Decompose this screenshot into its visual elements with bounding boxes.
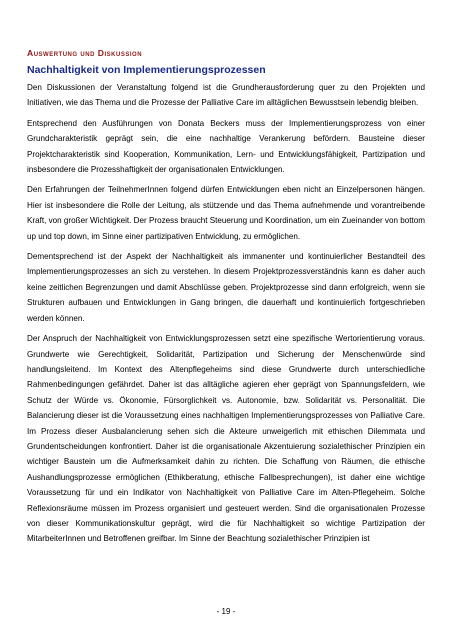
page-number: - 19 -: [216, 607, 236, 616]
subsection-title: Nachhaltigkeit von Implementierungsprozessen: [27, 64, 266, 76]
paragraph-3: Den Erfahrungen der TeilnehmerInnen folgend dürfen Entwicklungen eben nicht an Einzelpersonen hängen. Hier ist insbesondere die Rolle der Leitung, als stützende und das Thema aufnehmende und vorantreibende Kraft, von großer Wichtigkeit. Der Prozess braucht Steuerung und Koordination, um ein Zueinander von bottom up und top down, im Sinne einer partizipativen Entwicklung, zu ermöglichen.: [27, 185, 425, 241]
paragraph-1: Den Diskussionen der Veranstaltung folgend ist die Grundherausforderung quer zu den Projekten und Initiativen, wie das Thema und die Prozesse der Palliative Care im alltäglichen Bewusstsein lebendig bleiben.: [27, 83, 425, 108]
section-title: Auswertung und Diskussion: [27, 48, 143, 58]
paragraph-5: Der Anspruch der Nachhaltigkeit von Entwicklungsprozessen setzt eine spezifische Wertorientierung voraus. Grundwerte wie Gerechtigkeit, Solidarität, Partizipation und Sicherung der Menschenwürde sind handlungsleitend. Im Kontext des Altenpflegeheims sind diese Grundwerte durch unterschiedliche Rahmenbedingungen gefährdet. Daher ist das alltägliche agieren eher geprägt von Spannungsfeldern, wie Schutz der Würde vs. Ökonomie, Fürsorglichkeit vs. Autonomie, bzw. Solidarität vs. Personalität. Die Balancierung dieser ist die Voraussetzung eines nachhaltigen Implementierungsprozesses von Palliative Care. Im Prozess dieser Ausbalancierung sehen sich die Akteure unweigerlich mit ethischen Dilemmata und Grundentscheidungen konfrontiert. Daher ist die organisationale Akzentuierung sozialethischer Prinzipien ein wichtiger Baustein um die Aufmerksamkeit dahin zu richten. Die Schaffung von Räumen, die ethische Aushandlungsprozesse ermöglichen (Ethikberatung, ethische Fallbesprechungen), ist daher eine wichtige Voraussetzung für und ein Indikator von Nachhaltigkeit von Palliative Care im Alten-Pflegeheim. Solche Reflexionsräume müssen im Prozess organisiert und gesteuert werden. Sind die organisationalen Prozesse von dieser Kommunikationskultur geprägt, wird die für Nachhaltigkeit so wichtige Partizipation der MitarbeiterInnen und Betroffenen greifbar. Im Sinne der Beachtung sozialethischer Prinzipien ist: [27, 334, 425, 544]
document-page: [27, 47, 425, 547]
paragraph-2: Entsprechend den Ausführungen von Donata Beckers muss der Implementierungsprozess von einer Grundcharakteristik geprägt sein, die eine nachhaltige Verankerung befördern. Bausteine dieser Projektcharakteristik sind Kooperation, Kommunikation, Lern- und Entwicklungsfähigkeit, Partizipation und insbesondere die Prozesshaftigkeit der organisationalen Entwicklungen.: [27, 118, 425, 175]
paragraph-4: Dementsprechend ist der Aspekt der Nachhaltigkeit als immanenter und kontinuierlicher Bestandteil des Implementierungsprozesses an sich zu verstehen. In diesem Projektprozessverständnis kann es daher auch keine zeitlichen Begrenzungen und damit Abschlüsse geben. Projektprozesse sind dann erfolgreich, wenn sie Strukturen aufbauen und Entwicklungen in Gang bringen, die dauerhaft und kontinuierlich fortgeschrieben werden können.: [27, 252, 425, 323]
